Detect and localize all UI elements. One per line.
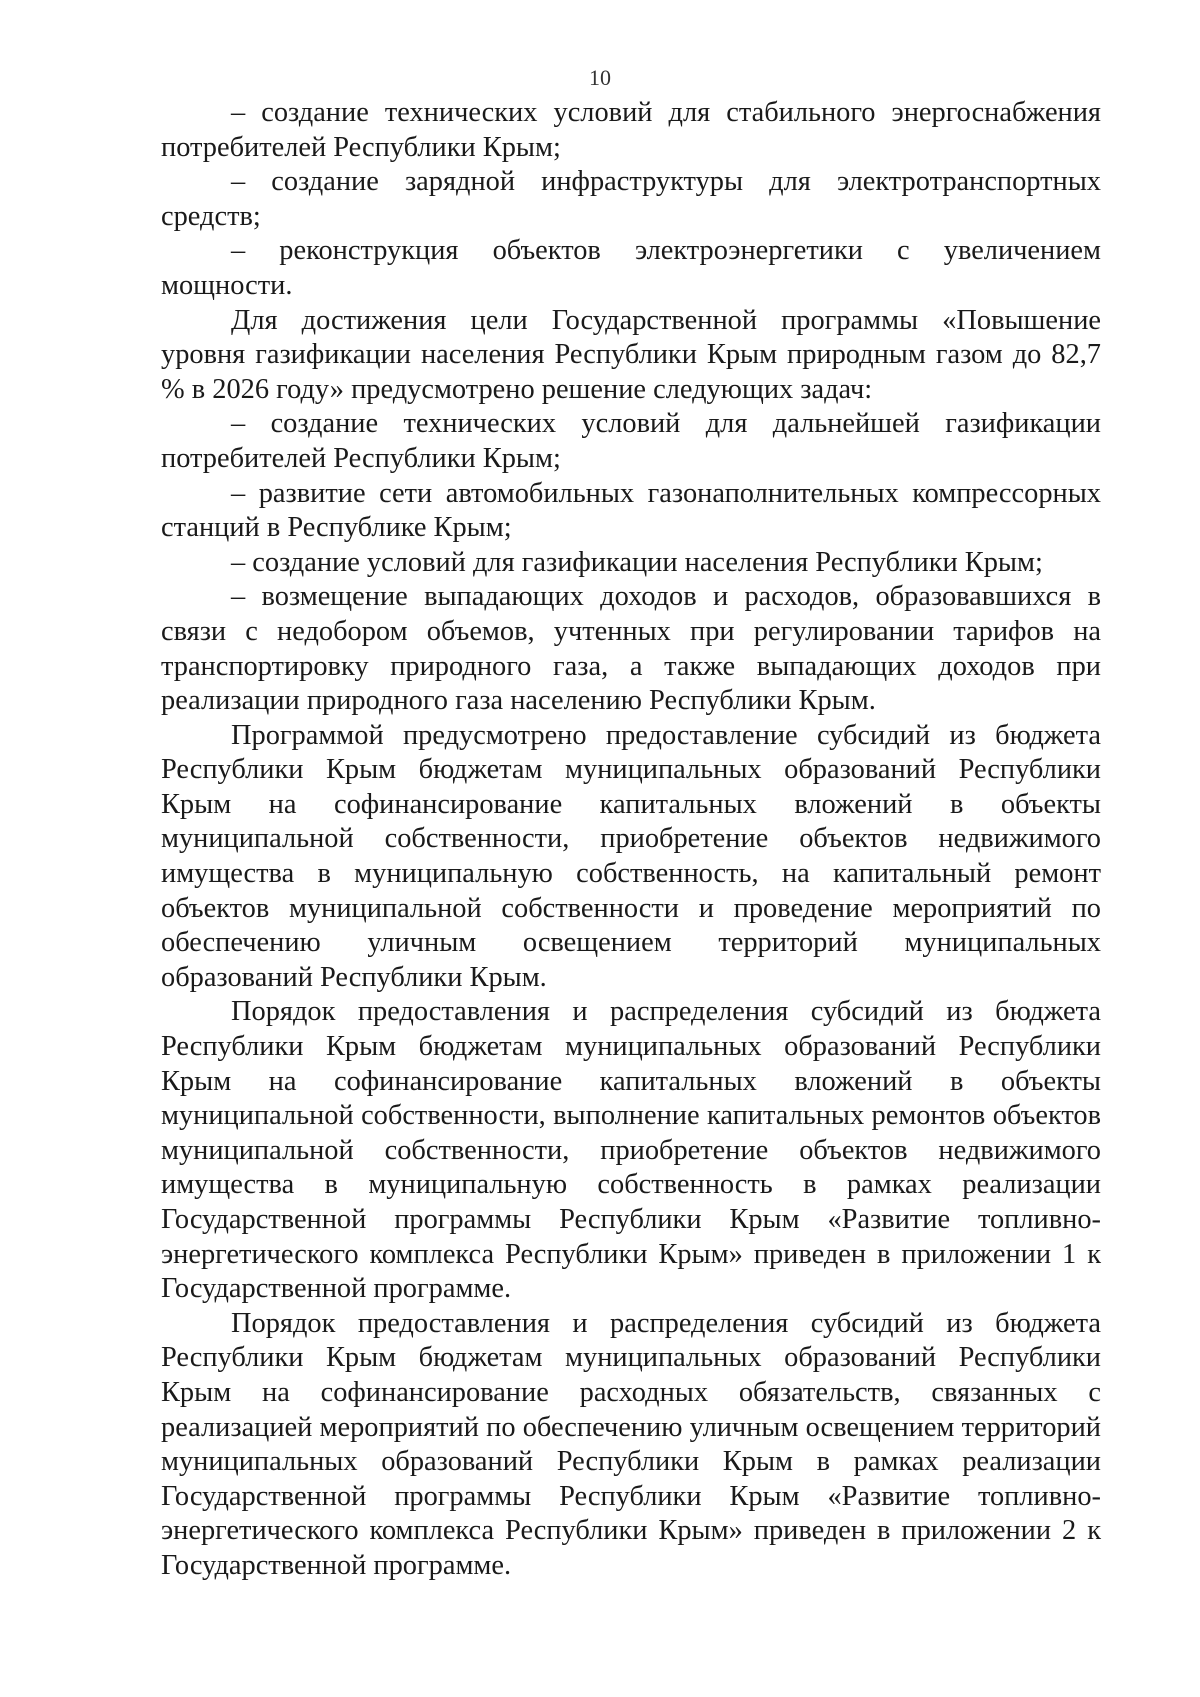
list-item-energy-supply: – создание технических условий для стабильного энергоснабжения потребителей Республики Крым; [161, 97, 1101, 163]
paragraph-gasification-goal: Для достижения цели Государственной программы «Повышение уровня газификации населения Республики Крым природным газом до 82,7 % в 2026 году» предусмотрено решение следующих задач: [161, 304, 1101, 405]
list-item-charging-infrastructure: – создание зарядной инфраструктуры для электротранспортных средств; [161, 166, 1101, 232]
list-item-reconstruction: – реконструкция объектов электроэнергетики с увеличением мощности. [161, 235, 1101, 301]
list-item-gasification-conditions: – создание технических условий для дальнейшей газификации потребителей Республики Крым; [161, 408, 1101, 474]
paragraph-procedure-appendix-1: Порядок предоставления и распределения субсидий из бюджета Республики Крым бюджетам муниципальных образований Республики Крым на софинансирование капитальных вложений в объекты муниципальной собственности, выполнение капитальных ремонтов объектов муниципальной собственности, приобретение объектов недвижимого имущества в муниципальную собственность в рамках реализации Государственной программы Республики Крым «Развитие топливно-энергетического комплекса Республики Крым» приведен в приложении 1 к Государственной программе. [161, 996, 1101, 1305]
list-item-population-gasification: – создание условий для газификации населения Республики Крым; [231, 546, 1043, 578]
paragraph-procedure-appendix-2: Порядок предоставления и распределения субсидий из бюджета Республики Крым бюджетам муниципальных образований Республики Крым на софинансирование расходных обязательств, связанных с реализацией мероприятий по обеспечению уличным освещением территорий муниципальных образований Республики Крым в рамках реализации Государственной программы Республики Крым «Развитие топливно-энергетического комплекса Республики Крым» приведен в приложении 2 к Государственной программе. [161, 1307, 1101, 1581]
page-number: 10 [589, 65, 611, 90]
body-text [161, 96, 1101, 1584]
list-item-compensation: – возмещение выпадающих доходов и расходов, образовавшихся в связи с недобором объемов, учтенных при регулировании тарифов на транспортировку природного газа, а также выпадающих доходов при реализации природного газа населению Республики Крым. [161, 581, 1101, 717]
paragraph-subsidies: Программой предусмотрено предоставление субсидий из бюджета Республики Крым бюджетам муниципальных образований Республики Крым на софинансирование капитальных вложений в объекты муниципальной собственности, приобретение объектов недвижимого имущества в муниципальную собственность, на капитальный ремонт объектов муниципальной собственности и проведение мероприятий по обеспечению уличным освещением территорий муниципальных образований Республики Крым. [161, 719, 1101, 993]
list-item-gas-stations: – развитие сети автомобильных газонаполнительных компрессорных станций в Республике Крым; [161, 477, 1101, 544]
